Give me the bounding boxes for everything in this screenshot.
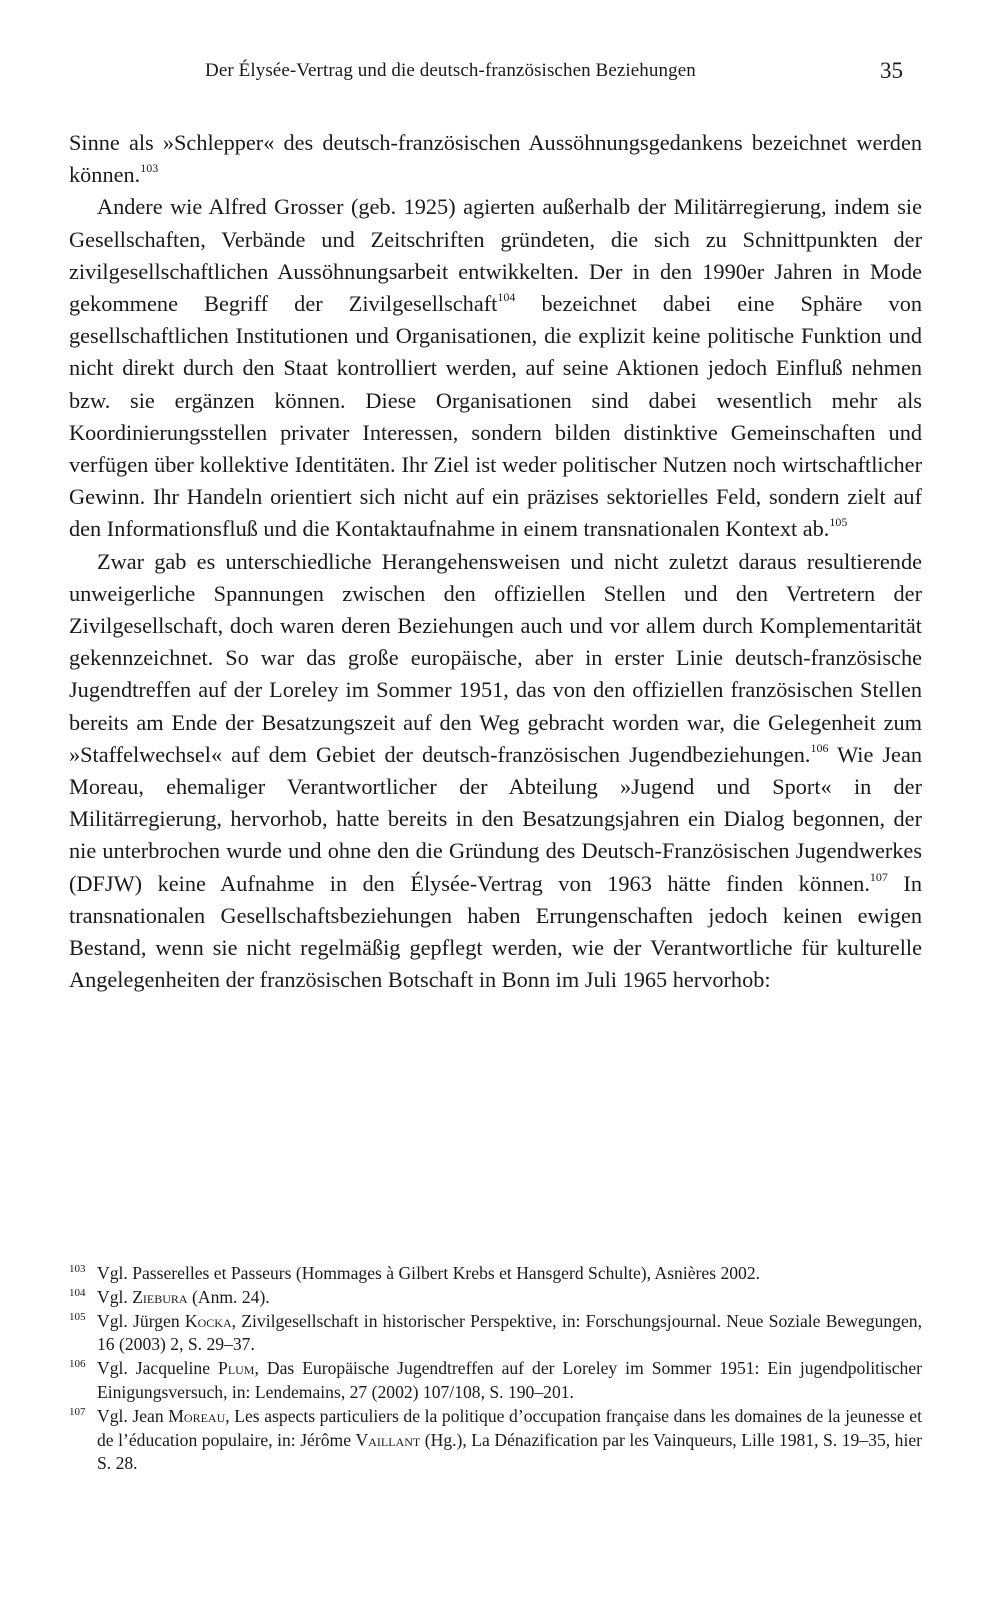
footnote-text: , Zivilgesellschaft in historischer Perspektive, in: Forschungsjournal. Neue Soziale Bewegungen, 16 (2003) 2, S. 29–37. [97,1310,922,1355]
paragraph-2-text-b: bezeichnet dabei eine Sphäre von gesellschaftlichen Institutionen und Organisationen, die explizit keine politische Funktion und nicht direkt durch den Staat kontrolliert werden, auf seine Aktionen jedoch Einfluß nehmen bzw. sie ergänzen können. Diese Organisationen sind dabei wesentlich mehr als Koordinierungsstellen privater Interessen, sondern bilden distinktive Gemeinschaften und verfügen über kollektive Identitäten. Ihr Ziel ist weder politischer Nutzen noch wirtschaftlicher Gewinn. Ihr Handeln orientiert sich nicht auf ein präzises sektorielles Feld, sondern zielt auf den Informationsfluß und die Kontaktaufnahme in einem transnationalen Kontext ab. [69,291,922,542]
footnote-author: Plum [218,1358,255,1379]
footnote-number: 107 [69,1405,86,1418]
footnote-number: 103 [69,1263,86,1275]
footnote-text: , Das Europäische Jugendtreffen auf der Loreley im Sommer 1951: Ein jugendpolitischer Einigungsversuch, in: Lendemains, 27 (2002) 107/108, S. 190–201. [97,1358,922,1402]
footnote-author: Kocka [184,1310,232,1331]
paragraph-1 [69,127,922,191]
paragraph-1-text: Sinne als »Schlepper« des deutsch-französischen Aussöhnungsgedankens bezeichnet werden können. [69,130,922,188]
footnote-107 [69,1405,922,1476]
paragraph-3-text-a: Zwar gab es unterschiedliche Herangehensweisen und nicht zuletzt daraus resultierende unweigerliche Spannungen zwischen den offiziellen Stellen und den Vertretern der Zivilgesellschaft, doch waren deren Beziehungen auch und vor allem durch Komplementarität gekennzeichnet. So war das große europäische, aber in erster Linie deutsch-französische Jugendtreffen auf der Loreley im Sommer 1951, das von den offiziellen französischen Stellen bereits am Ende der Besatzungszeit auf den Weg gebracht worden war, die Gelegenheit zum »Staffelwechsel« auf dem Gebiet der deutsch-französischen Jugendbeziehungen. [69,548,922,767]
footnote-103 [69,1262,922,1286]
paragraph-3-text-b: Wie Jean Moreau, ehemaliger Verantwortlicher der Abteilung »Jugend und Sport« in der Militärregierung, hervorhob, hatte bereits in den Besatzungsjahren ein Dialog begonnen, der nie unterbrochen wurde und ohne den die Gründung des Deutsch-Französischen Jugendwerkes (DFJW) keine Aufnahme in den Élysée-Vertrag von 1963 hätte finden können. [69,741,923,896]
footnote-106 [69,1357,922,1405]
running-head: Der Élysée-Vertrag und die deutsch-französischen Beziehungen [205,60,696,81]
body-text [69,127,922,996]
paragraph-3 [69,546,922,997]
footnote-number: 104 [69,1286,86,1299]
paragraph-3-text-c: In transnationalen Gesellschaftsbeziehungen haben Errungenschaften jedoch keinen ewigen Bestand, wenn sie nicht regelmäßig gepflegt werden, wie der Verantwortliche für kulturelle Angelegenheiten der französischen Botschaft in Bonn im Juli 1965 hervorhob: [69,870,922,993]
footnote-author: Moreau [168,1405,226,1426]
footnote-text: (Anm. 24). [187,1286,270,1307]
footnotes [69,1262,922,1476]
footnote-editor: Vaillant [355,1429,421,1450]
footnote-105 [69,1310,922,1358]
footnote-ref-106: 106 [810,740,829,755]
footnote-104 [69,1286,922,1310]
footnote-text: Vgl. Jacqueline [97,1358,219,1379]
footnote-text: Vgl. Passerelles et Passeurs (Hommages à Gilbert Krebs et Hansgerd Schulte), Asnières 2002. [97,1263,761,1283]
page-number: 35 [880,58,903,83]
paragraph-2 [69,191,922,545]
footnote-text: , Les aspects particuliers de la politique d’occupation française dans les domaines de la jeunesse et de l’éducation populaire, in: Jérôme [97,1405,922,1450]
footnote-ref-105: 105 [829,515,848,530]
footnote-author: Ziebura [132,1286,188,1307]
footnote-ref-107: 107 [869,869,888,884]
footnote-ref-104: 104 [497,290,516,305]
footnote-number: 105 [69,1310,86,1323]
footnote-text: Vgl. [97,1286,133,1307]
footnote-text: Vgl. Jürgen [97,1310,185,1331]
footnote-text: Vgl. Jean [97,1405,169,1426]
paragraph-2-text-a: Andere wie Alfred Grosser (geb. 1925) agierten außerhalb der Militärregierung, indem sie Gesellschaften, Verbände und Zeitschriften gründeten, die sich zu Schnittpunkten der zivilgesellschaftlichen Aussöhnungsarbeit entwikkelten. Der in den 1990er Jahren in Mode gekommene Begriff der Zivilgesellschaft [69,194,922,317]
footnote-number: 106 [69,1358,86,1371]
footnote-ref-103: 103 [140,161,159,176]
footnote-text: (Hg.), La Dénazification par les Vainqueurs, Lille 1981, S. 19–35, hier S. 28. [97,1429,923,1474]
